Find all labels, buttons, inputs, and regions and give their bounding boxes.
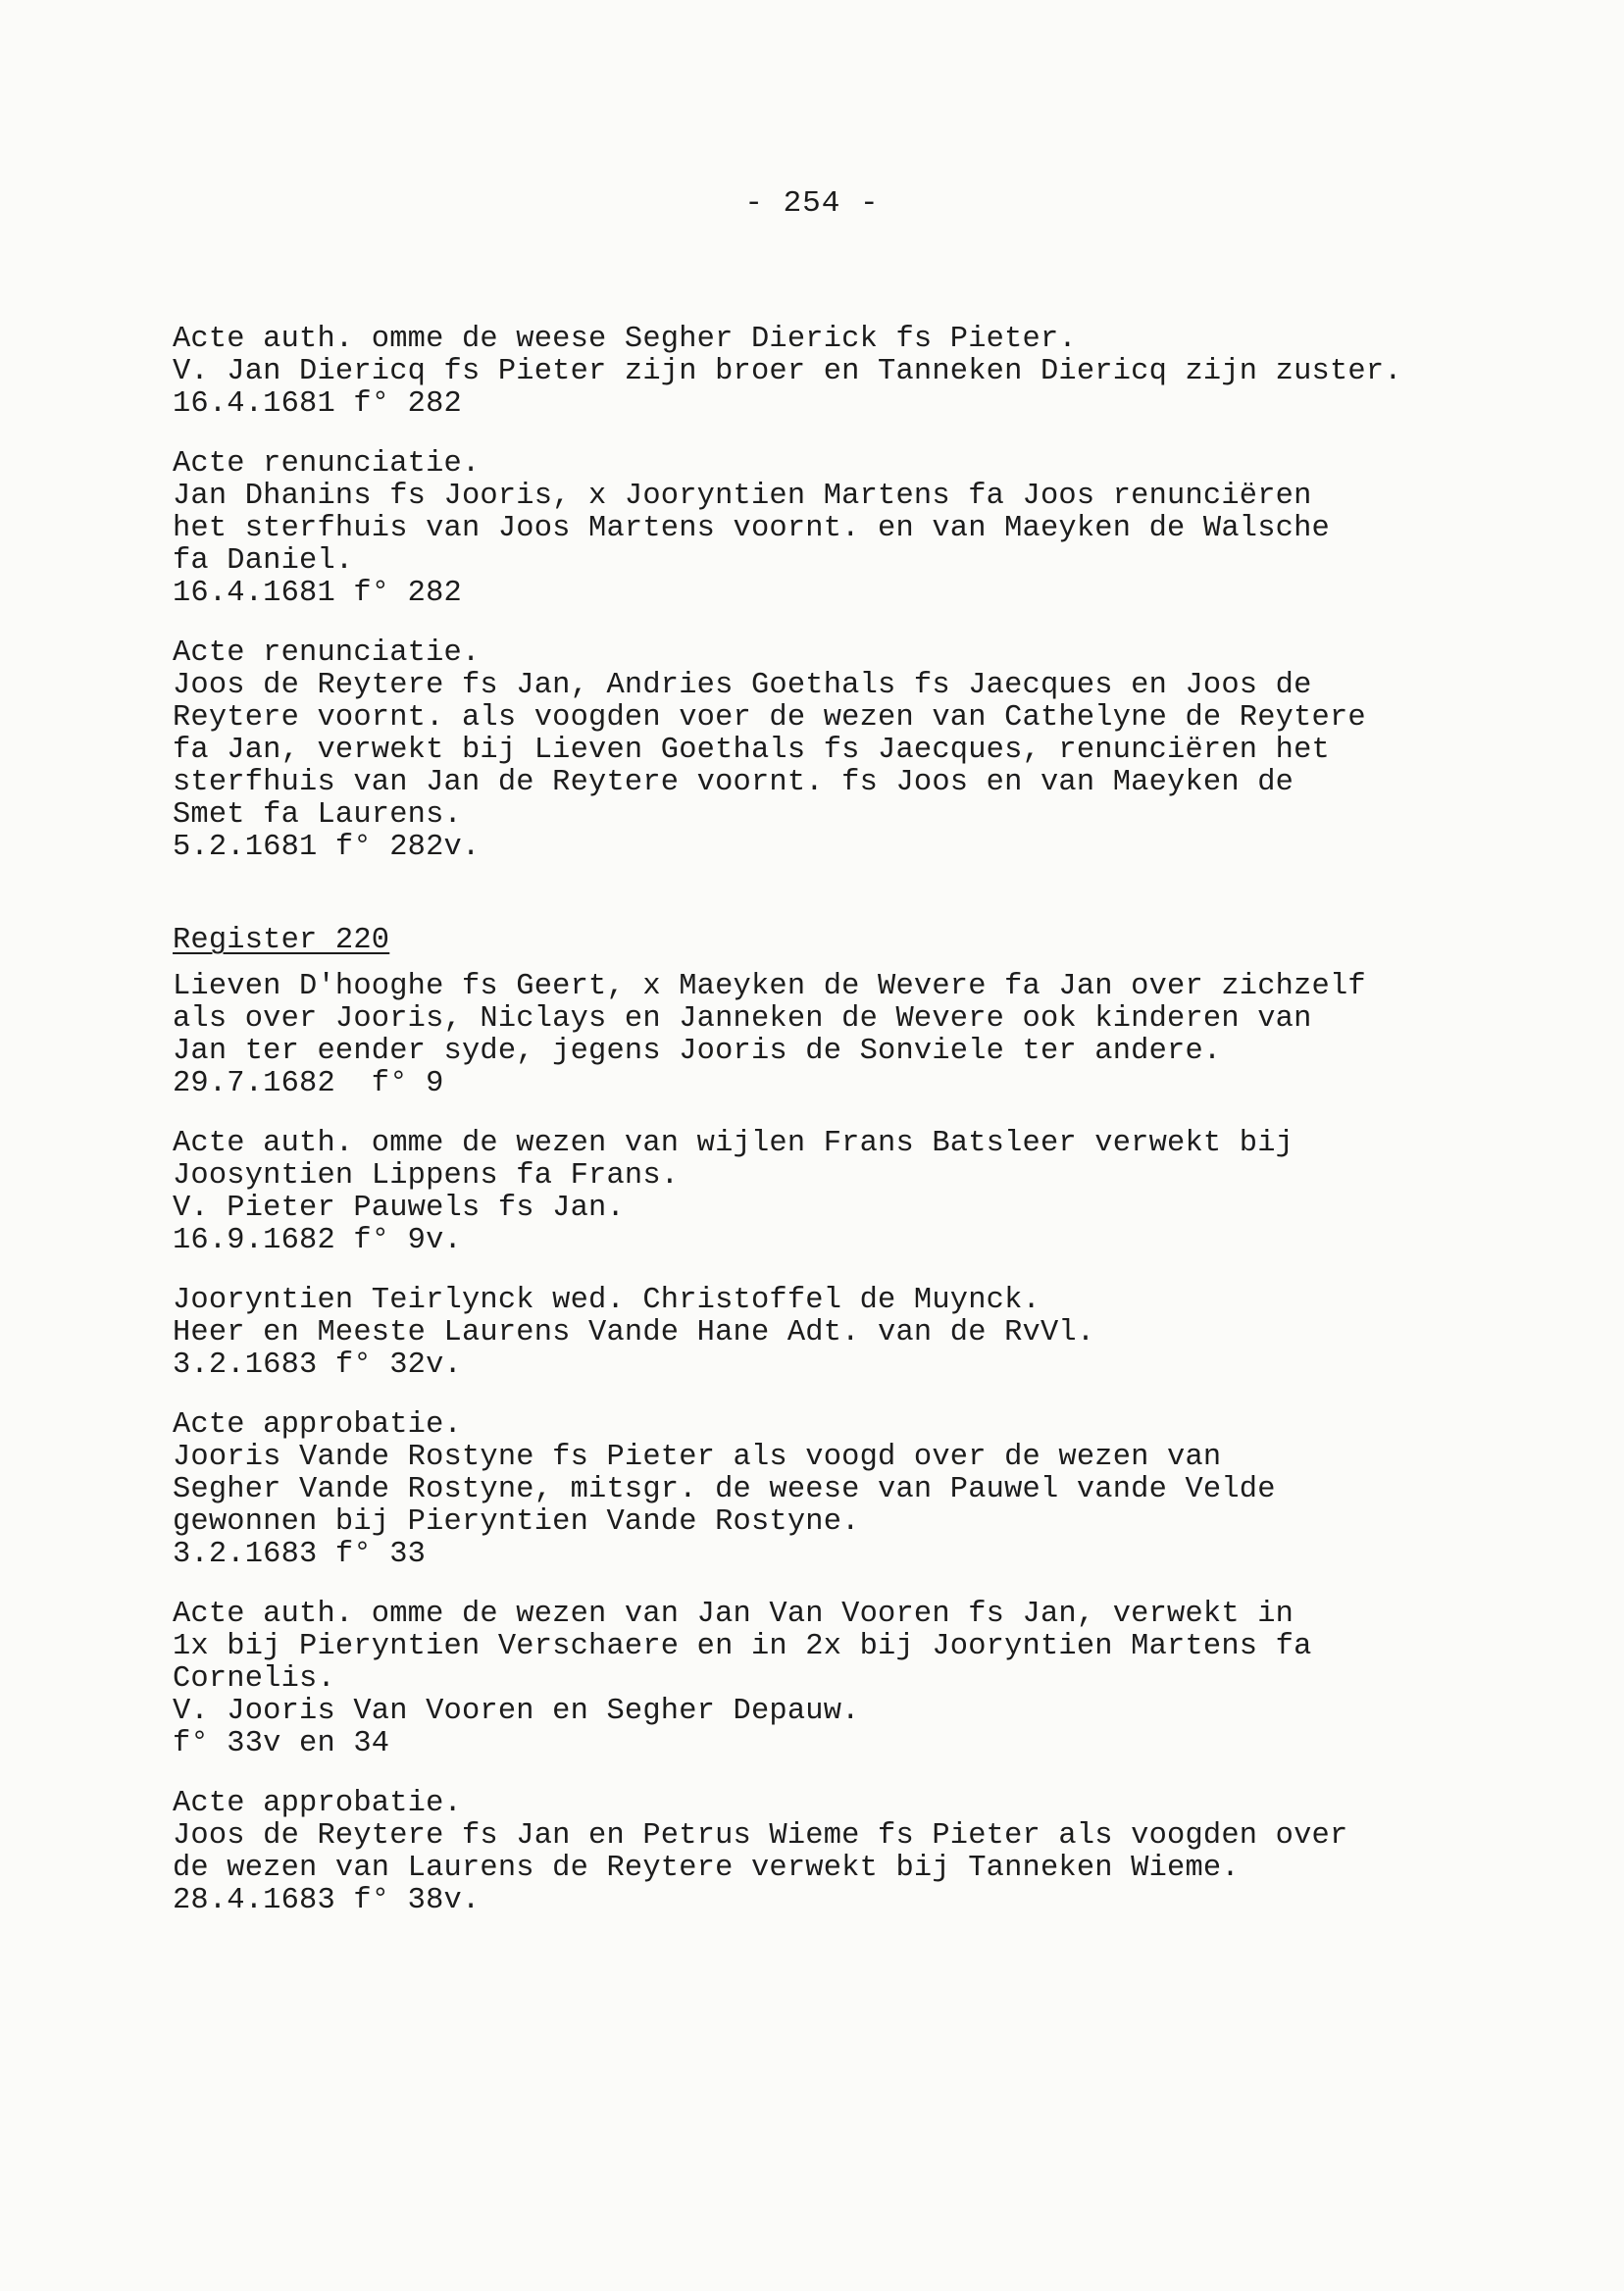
entry-line: Jan Dhanins fs Jooris, x Jooryntien Martens fa Joos renunciëren [173, 480, 1312, 513]
entry-line: 3.2.1683 f° 32v. [173, 1349, 462, 1382]
entry-line: 3.2.1683 f° 33 [173, 1538, 427, 1571]
entry-line: Acte auth. omme de wezen van Jan Van Vooren fs Jan, verwekt in [173, 1598, 1294, 1631]
entry-line: als over Jooris, Niclays en Janneken de Wevere ook kinderen van [173, 1002, 1312, 1036]
entry-line: Jan ter eender syde, jegens Jooris de Sonviele ter andere. [173, 1035, 1222, 1068]
entry-line: 16.4.1681 f° 282 [173, 577, 462, 610]
entry-line: Acte auth. omme de weese Segher Dierick fs Pieter. [173, 323, 1077, 356]
entry-line: f° 33v en 34 [173, 1727, 390, 1760]
entry-line: V. Pieter Pauwels fs Jan. [173, 1192, 625, 1225]
entry-line: de wezen van Laurens de Reytere verwekt bij Tanneken Wieme. [173, 1852, 1240, 1885]
entry-line: 16.9.1682 f° 9v. [173, 1224, 462, 1257]
entry-line: fa Daniel. [173, 544, 354, 578]
entry-line: V. Jan Diericq fs Pieter zijn broer en Tanneken Diericq zijn zuster. [173, 355, 1402, 388]
entry-line: Joos de Reytere fs Jan, Andries Goethals fs Jaecques en Joos de [173, 669, 1312, 702]
entry-line: 1x bij Pieryntien Verschaere en in 2x bij Jooryntien Martens fa [173, 1630, 1312, 1663]
entry-line: gewonnen bij Pieryntien Vande Rostyne. [173, 1505, 860, 1539]
entry-line: Jooryntien Teirlynck wed. Christoffel de Muynck. [173, 1284, 1040, 1317]
entry-line: Segher Vande Rostyne, mitsgr. de weese van Pauwel vande Velde [173, 1473, 1276, 1506]
entry-line: sterfhuis van Jan de Reytere voornt. fs Joos en van Maeyken de [173, 766, 1294, 799]
page-number: - 254 - [744, 186, 880, 221]
entry-line: Acte renunciatie. [173, 447, 481, 481]
record-entry [173, 1285, 1546, 1382]
entry-line: 28.4.1683 f° 38v. [173, 1884, 481, 1917]
entry-line: 29.7.1682 f° 9 [173, 1067, 444, 1100]
record-entry [173, 637, 1546, 864]
record-entry [173, 1128, 1546, 1257]
record-entry [173, 448, 1546, 610]
entry-line: Reytere voornt. als voogden voer de wezen van Cathelyne de Reytere [173, 701, 1366, 735]
record-entry [173, 1788, 1546, 1917]
register-heading: Register 220 [173, 924, 390, 957]
record-entry [173, 1409, 1546, 1571]
entry-line: Acte auth. omme de wezen van wijlen Frans Batsleer verwekt bij [173, 1127, 1294, 1160]
entry-line: Jooris Vande Rostyne fs Pieter als voogd over de wezen van [173, 1441, 1222, 1474]
record-entry [173, 1599, 1546, 1760]
document-body [173, 324, 1546, 1945]
entry-line: V. Jooris Van Vooren en Segher Depauw. [173, 1695, 860, 1728]
entry-line: Lieven D'hooghe fs Geert, x Maeyken de Wevere fa Jan over zichzelf [173, 970, 1366, 1003]
entry-line: het sterfhuis van Joos Martens voornt. en van Maeyken de Walsche [173, 512, 1330, 545]
record-entry [173, 925, 1546, 1100]
entry-line: fa Jan, verwekt bij Lieven Goethals fs Jaecques, renunciëren het [173, 734, 1330, 767]
entry-line: Smet fa Laurens. [173, 798, 462, 832]
entry-line: Heer en Meeste Laurens Vande Hane Adt. van de RvVl. [173, 1316, 1095, 1349]
entry-line: 16.4.1681 f° 282 [173, 387, 462, 421]
entry-line: 5.2.1681 f° 282v. [173, 831, 481, 864]
entry-line: Acte approbatie. [173, 1787, 462, 1820]
entry-line: Acte approbatie. [173, 1408, 462, 1442]
entry-line: Acte renunciatie. [173, 636, 481, 670]
entry-line: Joosyntien Lippens fa Frans. [173, 1159, 680, 1193]
record-entry [173, 324, 1546, 421]
entry-line: Cornelis. [173, 1662, 335, 1696]
entry-line: Joos de Reytere fs Jan en Petrus Wieme fs Pieter als voogden over [173, 1819, 1348, 1853]
